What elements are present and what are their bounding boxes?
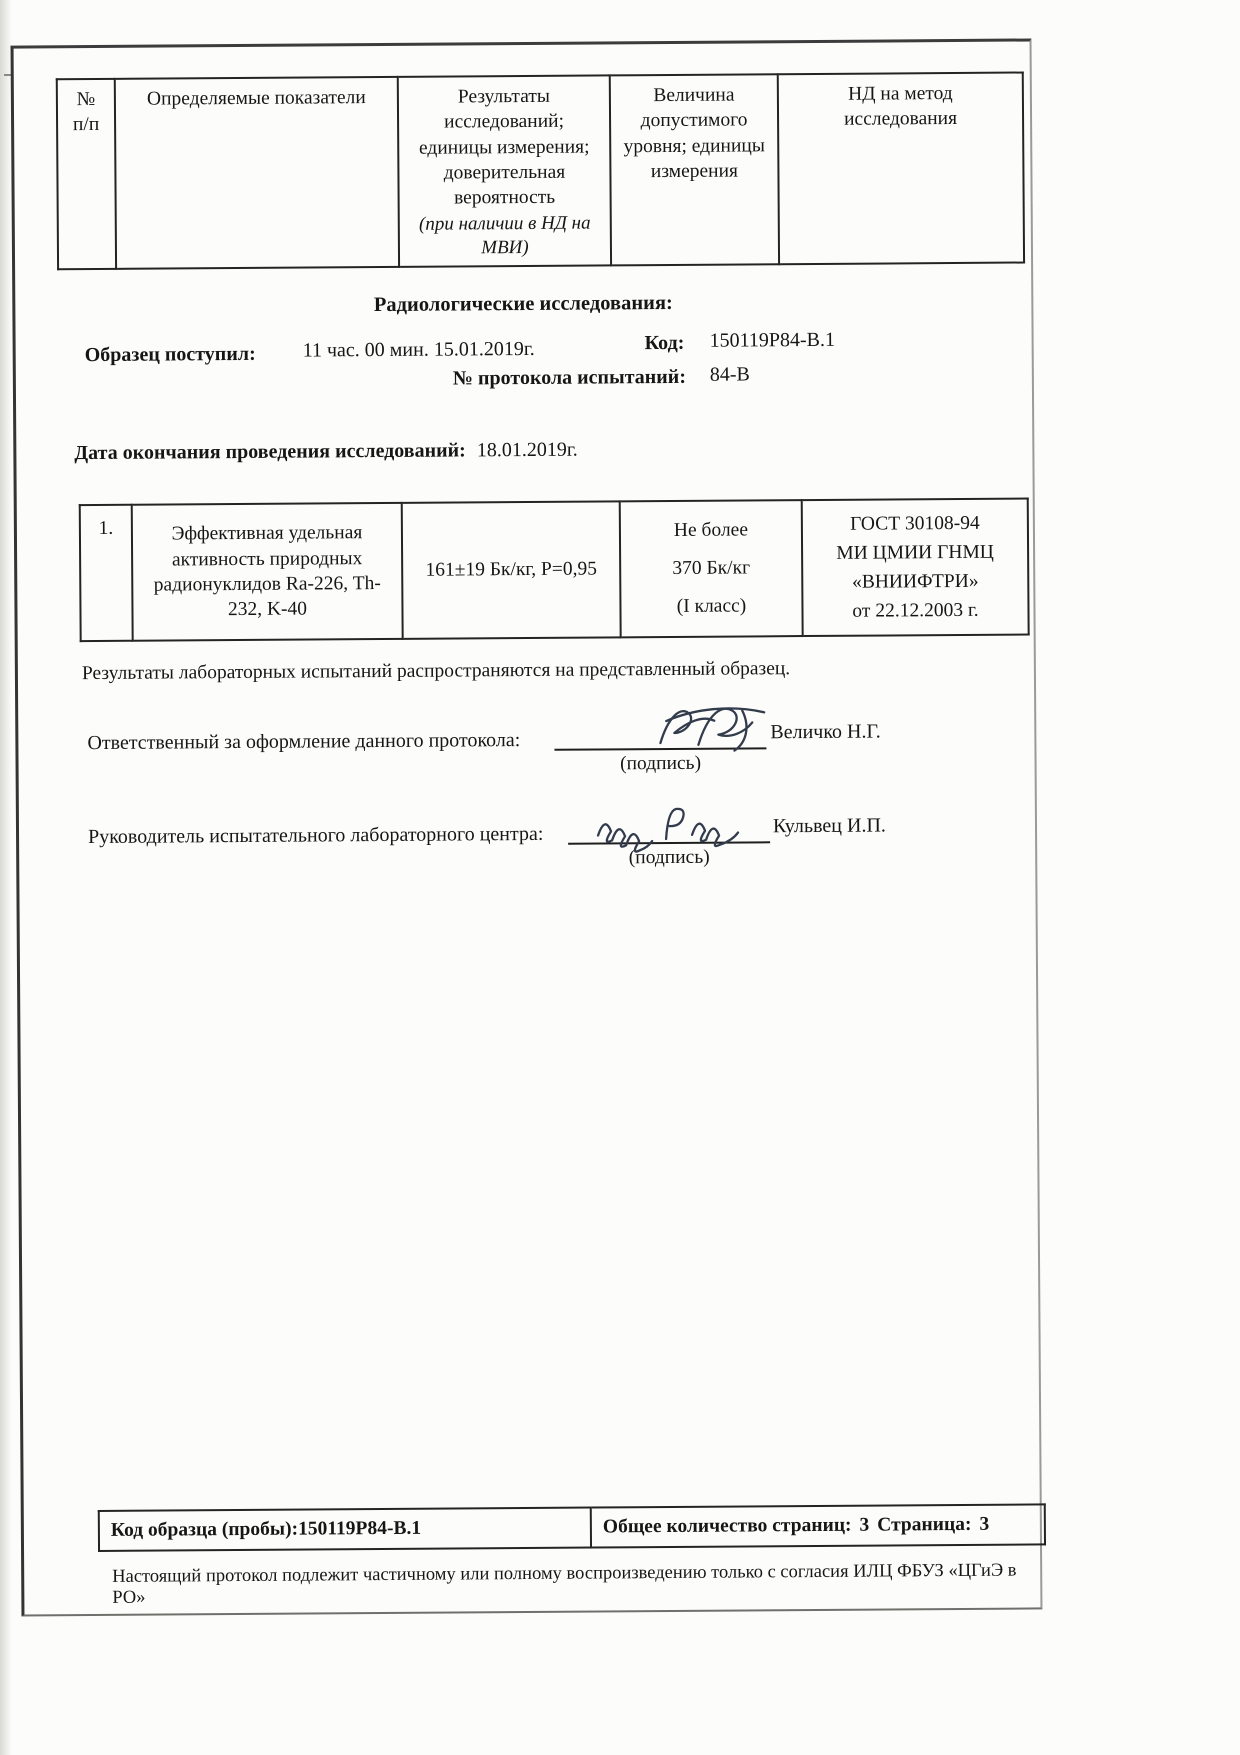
signature-line-1 (554, 699, 766, 750)
footer-page-number: 3 (979, 1514, 990, 1536)
result-cell-value (402, 501, 621, 639)
received-value: 11 час. 00 мин. 15.01.2019г. (302, 337, 535, 362)
result-cell-indicator (132, 503, 403, 641)
footer-pages-cell (591, 1504, 1045, 1547)
footer-page-label: Страница: (877, 1514, 972, 1536)
footer-code-value: 150119Р84-В.1 (298, 1518, 422, 1540)
scope-statement: Результаты лабораторных испытаний распространяются на представленный образец. (81, 658, 791, 685)
signature-2-icon (592, 802, 764, 847)
results-row (80, 498, 1029, 641)
signature-line-2 (568, 793, 770, 844)
result-limit: Не более 370 Бк/кг (I класс) (672, 519, 751, 617)
result-method: ГОСТ 30108-94 МИ ЦМИИ ГНМЦ «ВНИИФТРИ» от 22.12.2003 г. (836, 512, 994, 622)
header-cell-method (778, 73, 1024, 265)
header-cell-indicator (115, 77, 399, 269)
footer-table (98, 1503, 1046, 1552)
signatory-name-1: Величко Н.Г. (770, 720, 881, 744)
footer-sample-code-cell (99, 1508, 591, 1551)
header-results-note: (при наличии в НД на МВИ) (418, 212, 591, 259)
completion-date-label: Дата окончания проведения исследований: (74, 439, 466, 465)
protocol-number-value: 84-В (709, 363, 750, 386)
sample-code-value: 150119Р84-В.1 (709, 328, 836, 352)
completion-date-value: 18.01.2019г. (476, 438, 578, 462)
header-cell-results (398, 75, 611, 267)
signature-1-icon (646, 698, 778, 755)
signatory-name-2: Кульвец И.П. (772, 814, 886, 838)
result-cell-num (80, 505, 133, 641)
header-num-label: № п/п (72, 88, 100, 136)
signature-block-2 (568, 793, 771, 869)
footer-row (99, 1504, 1045, 1551)
signature-block-1 (554, 699, 767, 775)
header-results-label: Результаты исследований; единицы измерения; доверительная вероятность (418, 85, 590, 209)
result-cell-method (802, 498, 1029, 636)
header-indicator-label: Определяемые показатели (146, 87, 366, 110)
signature-caption-2: (подпись) (628, 846, 710, 869)
results-table (79, 497, 1030, 642)
header-row (57, 73, 1024, 270)
sample-code-label: Код: (644, 331, 685, 355)
header-cell-num (57, 79, 116, 269)
header-method-label: НД на метод исследования (843, 83, 958, 131)
signatory-role-2: Руководитель испытательного лабораторного центра: (87, 822, 544, 849)
footer-pages-total: 3 (859, 1514, 870, 1537)
protocol-number-label: № протокола испытаний: (452, 365, 687, 390)
header-cell-limit (610, 74, 779, 265)
signature-caption-1: (подпись) (620, 752, 702, 775)
completion-date-line (74, 439, 578, 466)
scan-edge-shadow (0, 0, 12, 1755)
footer-pages-label: Общее количество страниц: (602, 1515, 852, 1538)
footer-code-label: Код образца (пробы): (110, 1518, 299, 1542)
result-num: 1. (98, 517, 114, 539)
section-title: Радиологические исследования: (373, 291, 673, 317)
page-border-frame (11, 38, 1043, 1616)
result-cell-limit (620, 500, 803, 637)
received-label: Образец поступил: (84, 342, 256, 367)
result-value: 161±19 Бк/кг, Р=0,95 (425, 558, 597, 582)
result-indicator: Эффективная удельная активность природных радионуклидов Ra-226, Th- 232, K-40 (153, 522, 381, 621)
footer-reproduction-note: Настоящий протокол подлежит частичному или полному воспроизведению только с согласия ИЛЦ ФБУЗ «ЦГиЭ в РО» (112, 1560, 1017, 1608)
header-limit-label: Величина допустимого уровня; единицы измерения (623, 84, 765, 183)
signatory-role-1: Ответственный за оформление данного протокола: (87, 729, 521, 755)
results-header-table (56, 72, 1025, 271)
